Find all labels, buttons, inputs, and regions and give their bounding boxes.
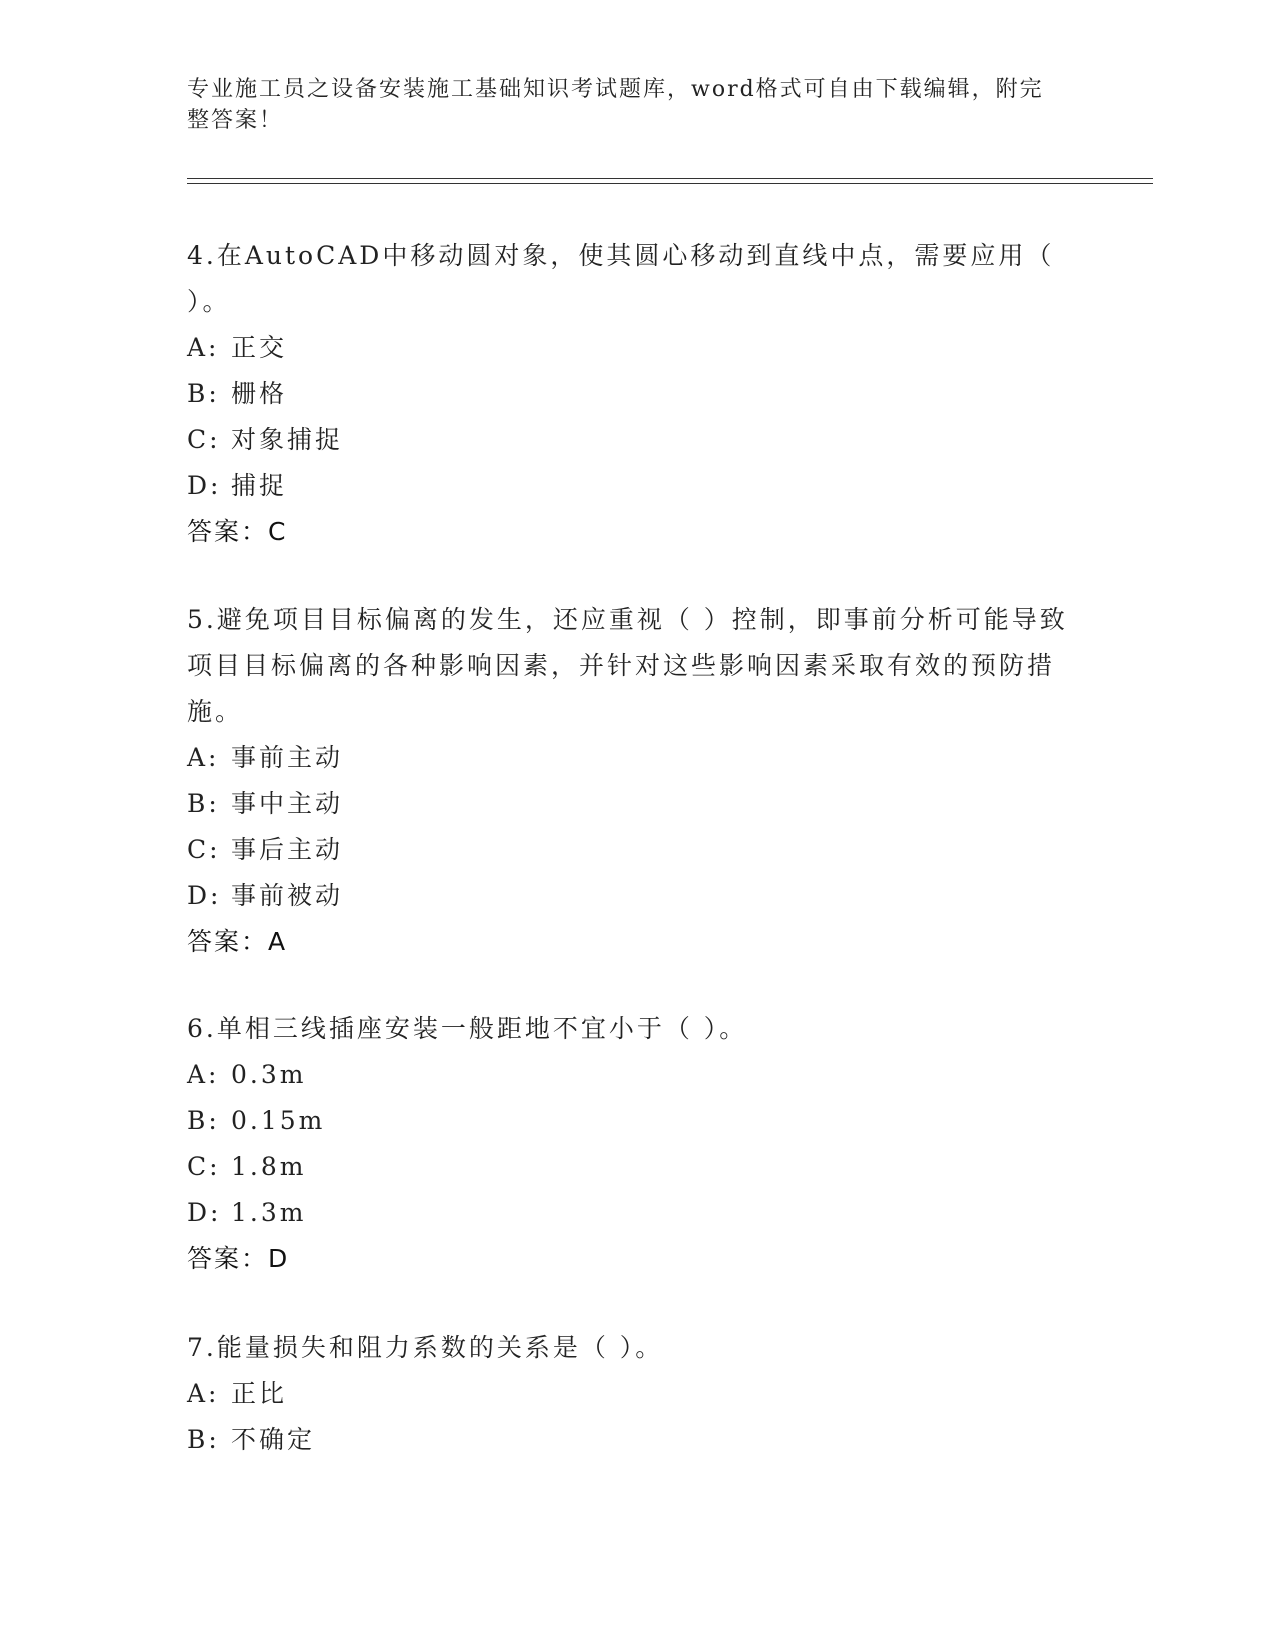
- option-letter: D:: [187, 881, 222, 910]
- option-text: 捕捉: [231, 471, 288, 500]
- option-letter: D:: [187, 471, 222, 500]
- question-5: [187, 597, 1077, 965]
- option-letter: B:: [187, 379, 220, 408]
- option-text: 0.3m: [231, 1060, 307, 1089]
- option-b: [187, 371, 1077, 417]
- question-stem: 4.在AutoCAD中移动圆对象，使其圆心移动到直线中点，需要应用（ ）。: [187, 241, 1055, 316]
- option-c: [187, 1144, 1077, 1190]
- option-letter: A:: [187, 333, 220, 362]
- option-a: [187, 1371, 1077, 1417]
- option-a: [187, 735, 1077, 781]
- option-a: [187, 325, 1077, 371]
- option-letter: A:: [187, 1060, 220, 1089]
- question-stem: 6.单相三线插座安装一般距地不宜小于（ ）。: [187, 1014, 748, 1043]
- option-text: 0.15m: [231, 1106, 326, 1135]
- answer-line: 答案：D: [187, 1244, 290, 1273]
- answer-line: 答案：C: [187, 517, 288, 546]
- document-header: 专业施工员之设备安装施工基础知识考试题库，word格式可自由下载编辑，附完整答案！: [187, 77, 1044, 133]
- option-letter: B:: [187, 1106, 220, 1135]
- question-stem: 7.能量损失和阻力系数的关系是（ ）。: [187, 1333, 664, 1362]
- question-stem: 5.避免项目目标偏离的发生，还应重视（ ）控制，即事前分析可能导致项目目标偏离的各种影响因素，并针对这些影响因素采取有效的预防措施。: [187, 605, 1068, 726]
- option-a: [187, 1052, 1077, 1098]
- question-7: [187, 1325, 1077, 1463]
- option-c: [187, 417, 1077, 463]
- option-letter: C:: [187, 1152, 221, 1181]
- option-d: [187, 873, 1077, 919]
- option-b: [187, 1417, 1077, 1463]
- option-text: 栅格: [231, 379, 288, 408]
- option-letter: A:: [187, 1379, 220, 1408]
- option-text: 事前被动: [231, 881, 344, 910]
- question-6: [187, 1006, 1077, 1282]
- option-d: [187, 1190, 1077, 1236]
- option-c: [187, 827, 1077, 873]
- option-text: 事前主动: [231, 743, 344, 772]
- option-letter: D:: [187, 1198, 222, 1227]
- option-b: [187, 781, 1077, 827]
- option-d: [187, 463, 1077, 509]
- option-text: 正比: [231, 1379, 288, 1408]
- option-text: 1.8m: [231, 1152, 307, 1181]
- option-text: 事后主动: [231, 835, 344, 864]
- option-letter: C:: [187, 425, 221, 454]
- question-4: [187, 233, 1077, 555]
- option-text: 对象捕捉: [231, 425, 344, 454]
- option-letter: B:: [187, 1425, 220, 1454]
- option-text: 不确定: [231, 1425, 316, 1454]
- option-text: 1.3m: [231, 1198, 307, 1227]
- header-divider-top: [187, 178, 1153, 179]
- option-text: 正交: [231, 333, 288, 362]
- option-text: 事中主动: [231, 789, 344, 818]
- option-letter: B:: [187, 789, 220, 818]
- header-divider-bottom: [187, 183, 1153, 184]
- option-letter: A:: [187, 743, 220, 772]
- option-letter: C:: [187, 835, 221, 864]
- answer-line: 答案：A: [187, 927, 288, 956]
- option-b: [187, 1098, 1077, 1144]
